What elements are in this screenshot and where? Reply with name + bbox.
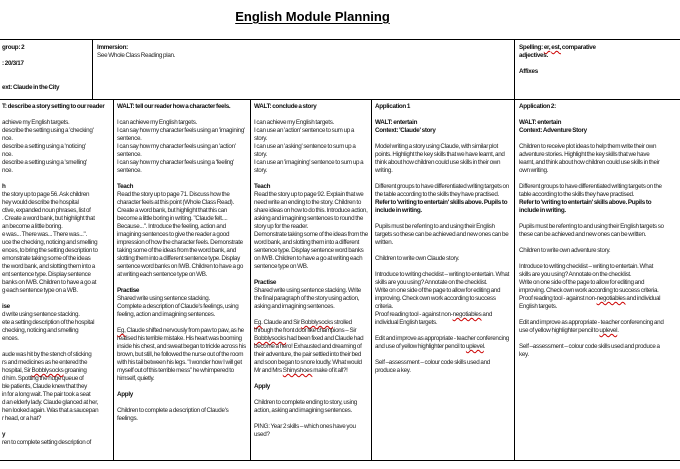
text-line: Practise bbox=[117, 287, 140, 294]
text-line: Application 1 bbox=[375, 103, 411, 110]
text-line: WALT: tell our reader how a character feels. bbox=[117, 103, 231, 110]
blank-line bbox=[2, 175, 112, 183]
text-line: hen looked again. Was that a saucepan bbox=[2, 407, 99, 414]
cell-group-date-text bbox=[2, 44, 91, 98]
table-border-top bbox=[0, 39, 680, 40]
text-line: Apply bbox=[254, 383, 270, 390]
blank-line bbox=[519, 335, 664, 343]
cell-spelling bbox=[519, 44, 639, 98]
blank-line bbox=[117, 383, 247, 391]
misspelled-word: Shinyshoes bbox=[282, 367, 313, 374]
text-line: ext: Claude in the City bbox=[2, 84, 60, 91]
text-line: Proof reading tool - against non-negotiables and individual English targets. bbox=[519, 295, 661, 310]
text-line: achieve my English targets. bbox=[2, 119, 70, 126]
blank-line bbox=[2, 76, 91, 84]
text-line: I can use an 'imagining' sentence to sum up a story. bbox=[254, 159, 364, 174]
text-line: Read the story up to page 71. Discuss how the character feels at this point (Whole Class Read). Create a word bank, but highlight that this can become a little boring in writing. "Claude felt.... Because...". Introduce the feeling, action and imagining sentences to give the reader a good impression of how the character feels. Demonstrate taking some of the ideas from the word bank, and slotting them into a different sentence type. Display sentence word banks on IWB. Children to have a go at writing each sentence type on WB. bbox=[117, 191, 244, 278]
text-line: Context: 'Claude' story bbox=[375, 127, 436, 134]
text-line: nce. bbox=[2, 151, 13, 158]
text-line: Write on one side of the page to allow for editing and improving. Check own work according to success criteria. bbox=[519, 279, 659, 294]
blank-line bbox=[519, 239, 664, 247]
text-line: ences, to bring the setting description to bbox=[2, 247, 98, 254]
text-line: Self –assessment – colour code skills used and produce a key. bbox=[519, 343, 660, 358]
column-describe-setting bbox=[2, 103, 112, 459]
blank-line bbox=[117, 279, 247, 287]
misspelled-word: est, bbox=[551, 44, 561, 51]
table-border-bottom bbox=[0, 460, 680, 461]
text-line: adjectives. bbox=[519, 52, 548, 59]
text-line: Children to receive plot ideas to help them write their own adventure stories. Highlight the key skills that we have learnt, and think about how children could use skills in their own writing. bbox=[519, 143, 660, 174]
page-title: English Module Planning bbox=[235, 9, 390, 24]
misspelled-word: Bobblysocks bbox=[31, 367, 64, 374]
text-line: I can say how my character feels using an 'action' sentence. bbox=[117, 143, 236, 158]
blank-line bbox=[375, 135, 510, 143]
blank-line bbox=[254, 311, 368, 319]
text-line: I can achieve my English targets. bbox=[117, 119, 197, 126]
blank-line bbox=[375, 263, 510, 271]
table-border-v1-toprow bbox=[92, 39, 93, 100]
text-line: checking, noticing and smelling bbox=[2, 327, 79, 334]
text-line: ren to complete setting description of bbox=[2, 439, 92, 446]
text-line: Children to complete ending to story, using action, asking and imagining sentences. bbox=[254, 399, 357, 414]
text-line: See Whole Class Reading plan. bbox=[97, 52, 176, 59]
table-border-v-col3-col4 bbox=[371, 99, 372, 461]
blank-line bbox=[375, 175, 510, 183]
text-line: ctive, expanded noun phrases, list of bbox=[2, 207, 91, 214]
text-line: group: 2 bbox=[2, 44, 25, 51]
column-application-2 bbox=[519, 103, 664, 459]
text-line: Children to complete a description of Claude's feelings. bbox=[117, 407, 229, 422]
text-line: describe a setting using a 'noticing' bbox=[2, 143, 86, 150]
column-character-feels bbox=[117, 103, 247, 459]
column-conclude-story bbox=[254, 103, 368, 459]
text-line: aude was hit by the stench of sticking bbox=[2, 351, 92, 358]
blank-line bbox=[2, 68, 91, 76]
text-line: ent sentence type. Display sentence bbox=[2, 271, 91, 278]
text-line: Shared write using sentence stacking. Write the final paragraph of the story using action, asking and imagining sentences. bbox=[254, 287, 361, 310]
blank-line bbox=[254, 175, 368, 183]
blank-line bbox=[519, 311, 664, 319]
blank-line bbox=[254, 415, 368, 423]
blank-line bbox=[519, 255, 664, 263]
text-line: ences. bbox=[2, 335, 19, 342]
text-line: Demonstrate taking some of the ideas from the word bank, and slotting them into a different sentence type. Display sentence word banks on IWB. Children to have a go at writing each sentence type on WB. bbox=[254, 231, 368, 270]
text-line: an become a little boring. bbox=[2, 223, 63, 230]
text-line: in for a long wait. The pair took a seat bbox=[2, 391, 91, 398]
blank-line bbox=[375, 351, 510, 359]
text-line: Edit and improve as appropriate - teacher conferencing and use of yellow highlighter pencil to uplevel. bbox=[519, 319, 664, 334]
table-border-row-divider bbox=[0, 99, 680, 100]
text-line: banks on IWB. Children to have a go at bbox=[2, 279, 97, 286]
text-line: Proof reading tool - against non-negotiables and individual English targets. bbox=[375, 311, 493, 326]
text-line: : 20/3/17 bbox=[2, 60, 24, 67]
text-line: r head, or a hat? bbox=[2, 415, 42, 422]
text-line: Teach bbox=[254, 183, 271, 190]
text-line: Different groups to have differentiated writing targets on the table according to the skills they have practised. bbox=[375, 183, 509, 198]
text-line: I can say how my character feels using a 'feeling' sentence. bbox=[117, 159, 234, 174]
text-line: Application 2: bbox=[519, 103, 556, 110]
blank-line bbox=[2, 52, 91, 60]
misspelled-word: Bobblysocks bbox=[300, 319, 333, 326]
blank-line bbox=[2, 343, 112, 351]
text-line: Context: Adventure Story bbox=[519, 127, 587, 134]
blank-line bbox=[254, 271, 368, 279]
text-line: d write using sentence stacking. bbox=[2, 311, 80, 318]
text-line: h bbox=[2, 183, 6, 190]
text-line: hospital, Sir Bobblysocks groaning bbox=[2, 367, 87, 374]
cell-immersion bbox=[97, 44, 397, 98]
blank-line bbox=[254, 391, 368, 399]
blank-line bbox=[117, 111, 247, 119]
misspelled-word: Eg. bbox=[254, 319, 263, 326]
text-line: Pupils must be referring to and using their English targets so these can be achieved and new ones can be written. bbox=[375, 223, 509, 246]
misspelled-word: uplevel bbox=[599, 327, 618, 334]
blank-line bbox=[519, 60, 639, 68]
text-line: Introduce to writing checklist – writing to entertain. What skills are you using? Annotate on the checklist. bbox=[519, 263, 654, 278]
text-line: Introduce to writing checklist – writing to entertain. What skills are you using? Annotate on the checklist. bbox=[375, 271, 510, 286]
text-line: Different groups to have differentiated writing targets on the table according to the skills they have practised. bbox=[519, 183, 662, 198]
text-line: Children to write own Claude story. bbox=[375, 255, 460, 262]
text-line: Self –assessment – colour code skills used and produce a key. bbox=[375, 359, 491, 374]
table-border-v-col1-col2 bbox=[113, 99, 114, 461]
text-line: e was... There was... There was...". bbox=[2, 231, 87, 238]
text-line: emonstrate taking some of the ideas bbox=[2, 255, 91, 262]
blank-line bbox=[254, 375, 368, 383]
blank-line bbox=[117, 399, 247, 407]
text-line: uce the checking, noticing and smelling bbox=[2, 239, 98, 246]
misspelled-word: Eg, bbox=[117, 327, 126, 334]
blank-line bbox=[375, 111, 510, 119]
text-line: WALT: entertain bbox=[375, 119, 418, 126]
text-line: PING: Year 2 skills – which ones have you used? bbox=[254, 423, 356, 438]
blank-line bbox=[519, 135, 664, 143]
text-line: . Create a word bank, but highlight that bbox=[2, 215, 95, 222]
blank-line bbox=[519, 111, 664, 119]
text-line: I can use an 'asking' sentence to sum up a story. bbox=[254, 143, 356, 158]
misspelled-word: negotiables bbox=[452, 311, 482, 318]
text-line: Pupils must be referring to and using their English targets so these can be achieved and new ones can be written. bbox=[519, 223, 664, 238]
text-line: Children to write own adventure story. bbox=[519, 247, 611, 254]
text-line: the story up to page 56. Ask children bbox=[2, 191, 90, 198]
column-application-1 bbox=[375, 103, 510, 459]
text-line: d an elderly lady. Claude glanced at her, bbox=[2, 399, 99, 406]
blank-line bbox=[375, 247, 510, 255]
blank-line bbox=[2, 295, 112, 303]
text-line: T: describe a story setting to our reader bbox=[2, 103, 105, 110]
text-line: Complete a description of Claude's feelings, using feeling, action and imagining sentences. bbox=[117, 303, 239, 318]
blank-line bbox=[2, 423, 112, 431]
text-line: Practise bbox=[254, 279, 277, 286]
blank-line bbox=[375, 215, 510, 223]
text-line: WALT: entertain bbox=[519, 119, 562, 126]
text-line: I can use an 'action' sentence to sum up a story. bbox=[254, 127, 355, 142]
blank-line bbox=[519, 175, 664, 183]
blank-line bbox=[519, 215, 664, 223]
text-line: y bbox=[2, 431, 6, 438]
text-line: rs and medicines as he entered the bbox=[2, 359, 88, 366]
blank-line bbox=[117, 175, 247, 183]
text-line: Read the story up to page 92. Explain that we need write an ending to the story. Children to share ideas on how to do this. Introduce action, asking and imagining sentences to round the story up for the reader. bbox=[254, 191, 368, 230]
text-line: Edit and improve as appropriate - teacher conferencing and use of yellow highlighter pencil to uplevel. bbox=[375, 335, 509, 350]
text-line: hey would describe the hospital bbox=[2, 199, 79, 206]
text-line: the word bank, and slotting them into a bbox=[2, 263, 95, 270]
text-line: Apply bbox=[117, 391, 133, 398]
blank-line bbox=[254, 111, 368, 119]
text-line: WALT: conclude a story bbox=[254, 103, 317, 110]
text-line: Teach bbox=[117, 183, 134, 190]
text-line: Eg, Claude shifted nervously from paw to paw, as he realised his terrible mistake. His heart was booming inside his chest, and sweat began to trickle across his brown, but still, he followed the nurse out of the room with his tail between his legs. "I wonder how I will get myself out of this terrible mess" he whimpered to himself, quietly. bbox=[117, 327, 246, 382]
blank-line bbox=[117, 319, 247, 327]
text-line: Eg. Claude and Sir Bobblysocks strolled through the front door like champions – Sir Bobblysocks had been fixed and Claude had become a hero! Exhausted and dreaming of their adventure, the pair settled into their bed and soon began to snore loudly. What would Mr and Mrs Shinyshoes make of it all?! bbox=[254, 319, 364, 374]
blank-line bbox=[375, 327, 510, 335]
text-line: Write on one side of the page to allow for editing and improving. Check own work according to success criteria. bbox=[375, 287, 501, 310]
text-line: describe a setting using a 'smelling' bbox=[2, 159, 88, 166]
text-line: Spelling: er, est, comparative bbox=[519, 44, 596, 51]
text-line: Shared write using sentence stacking. bbox=[117, 295, 210, 302]
misspelled-word: Bobblysocks bbox=[254, 335, 287, 342]
text-line: ble patients, Claude knew that they bbox=[2, 383, 88, 390]
text-line: nce. bbox=[2, 135, 13, 142]
misspelled-word: uplevel bbox=[465, 343, 484, 350]
text-line: Refer to 'writing to entertain' skills above. Pupils to include in writing. bbox=[375, 199, 508, 214]
blank-line bbox=[2, 111, 112, 119]
misspelled-word: er, bbox=[543, 44, 551, 51]
text-line: Model writing a story using Claude, with similar plot points. Highlight the key skills that we have learnt, and think about how children could use skills in their own writing. bbox=[375, 143, 505, 174]
text-line: describe the setting using a 'checking' bbox=[2, 127, 94, 134]
text-line: nce. bbox=[2, 167, 13, 174]
text-line: Immersion: bbox=[97, 44, 128, 51]
text-line: I can achieve my English targets. bbox=[254, 119, 334, 126]
table-border-v-spelling-app2 bbox=[514, 39, 515, 461]
text-line: ise bbox=[2, 303, 10, 310]
text-line: ete a setting description of the hospital bbox=[2, 319, 95, 326]
text-line: I can say how my character feels using an 'imagining' sentence. bbox=[117, 127, 245, 142]
text-line: Refer to 'writing to entertain' skills above. Pupils to include in writing. bbox=[519, 199, 652, 214]
misspelled-word: negotiables bbox=[596, 295, 626, 302]
text-line: d him. Spotting the huge queue of bbox=[2, 375, 84, 382]
text-line: g each sentence type on a WB. bbox=[2, 287, 78, 294]
table-border-v-col2-col3 bbox=[250, 99, 251, 461]
text-line: Affixes bbox=[519, 68, 538, 75]
